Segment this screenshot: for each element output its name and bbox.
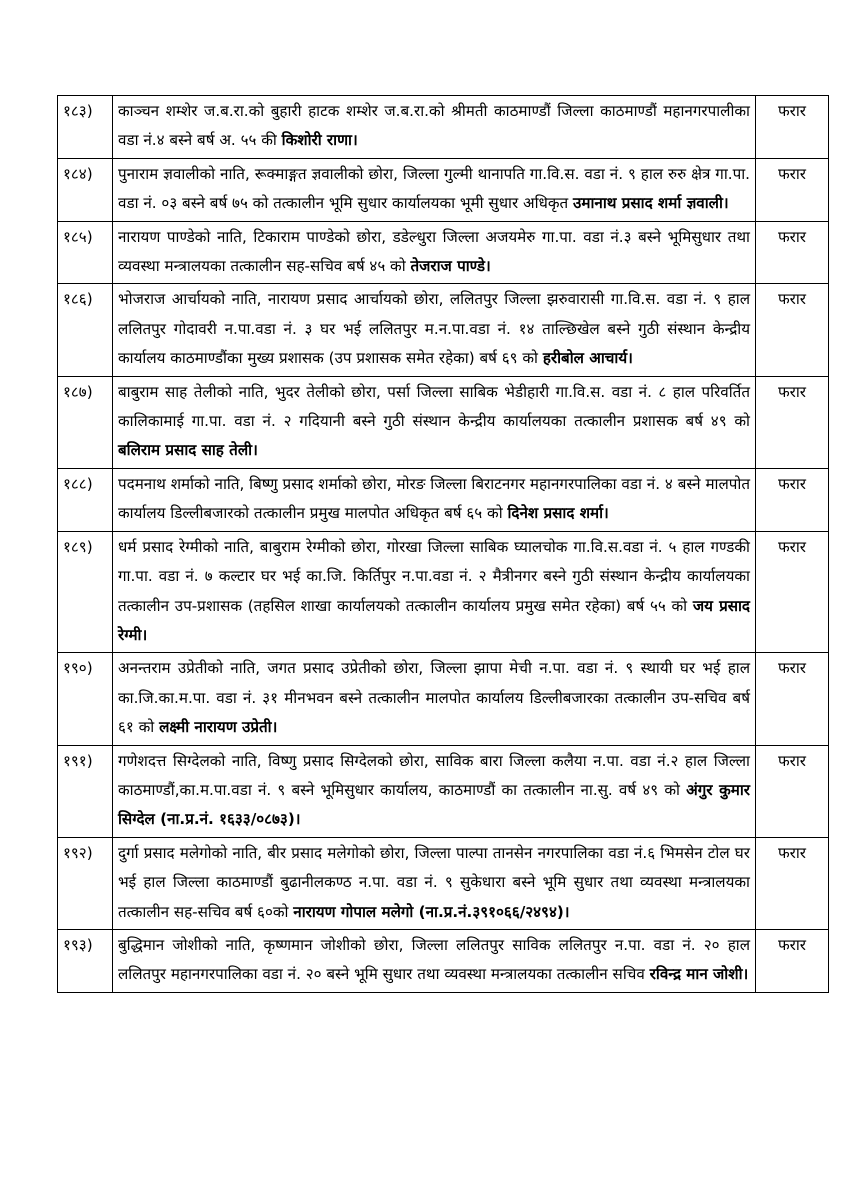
- record-status: फरार: [756, 376, 829, 468]
- record-suffix: ।: [563, 902, 570, 921]
- record-number: १८८): [58, 468, 113, 531]
- record-text: दुर्गा प्रसाद मलेगोको नाति, बीर प्रसाद मलेगोको छोरा, जिल्ला पाल्पा तानसेन नगरपालिका वडा नं.६ भिमसेन टोल घर भई हाल जिल्ला काठमाण्डौं बुढानीलकण्ठ न.पा. वडा नं. ९ सुकेधारा बस्ने भूमि सुधार तथा व्यवस्था मन्त्रालयका तत्कालीन सह-सचिव बर्ष ६०को: [118, 843, 750, 921]
- record-person-name: नारायण गोपाल मलेगो (ना.प्र.नं.३९१०६६/२४९४): [293, 902, 564, 921]
- record-text: पुनाराम ज्ञवालीको नाति, रूक्माङ्गत ज्ञवालीको छोरा, जिल्ला गुल्मी थानापति गा.वि.स. वडा नं. ९ हाल रुरु क्षेत्र गा.पा. वडा नं. ०३ बस्ने बर्ष ७५ को तत्कालीन भूमि सुधार कार्यालयका भूमी सुधार अधिकृत: [118, 164, 750, 213]
- records-body: [58, 96, 829, 993]
- record-suffix: ।: [722, 194, 729, 213]
- record-suffix: ।: [252, 441, 258, 460]
- record-description: [113, 929, 756, 992]
- record-person-name: दिनेश प्रसाद शर्मा: [507, 504, 604, 523]
- record-text: धर्म प्रसाद रेग्मीको नाति, बाबुराम रेग्मीको छोरा, गोरखा जिल्ला साबिक घ्यालचोक गा.वि.स.वडा नं. ५ हाल गण्डकी गा.पा. वडा नं. ७ कल्टार घर भई का.जि. किर्तिपुर न.पा.वडा नं. २ मैत्रीनगर बस्ने गुठी संस्थान केन्द्रीय कार्यालयका तत्कालीन उप-प्रशासक (तहसिल शाखा कार्यालयको तत्कालीन कार्यालय प्रमुख समेत रहेका) बर्ष ५५ को: [118, 537, 750, 615]
- record-suffix: ।: [627, 349, 633, 368]
- record-number: १८५): [58, 221, 113, 284]
- record-status: फरार: [756, 837, 829, 929]
- record-number: १८६): [58, 284, 113, 376]
- record-person-name: उमानाथ प्रसाद शर्मा ज्ञवाली: [573, 194, 723, 213]
- record-status: फरार: [756, 468, 829, 531]
- record-description: [113, 96, 756, 159]
- table-row: [58, 221, 829, 284]
- record-text: गणेशदत्त सिग्देलको नाति, विष्णु प्रसाद सिग्देलको छोरा, साविक बारा जिल्ला कलैया न.पा. वडा नं.२ हाल जिल्ला काठमाण्डौं,का.म.पा.वडा नं. ९ बस्ने भूमिसुधार कार्यालय, काठमाण्डौं का तत्कालीन ना.सु. वर्ष ४९ को: [118, 751, 750, 799]
- record-number: १८९): [58, 531, 113, 653]
- record-description: [113, 221, 756, 284]
- table-row: [58, 158, 829, 221]
- records-table: [57, 95, 829, 993]
- record-status: फरार: [756, 745, 829, 837]
- record-status: फरार: [756, 531, 829, 653]
- record-suffix: ।: [271, 718, 278, 737]
- record-number: १८४): [58, 158, 113, 221]
- record-description: [113, 376, 756, 468]
- table-row: [58, 284, 829, 376]
- record-person-name: जय प्रसाद रेग्मी: [118, 596, 750, 644]
- record-person-name: लक्ष्मी नारायण उप्रेती: [159, 718, 272, 737]
- record-person-name: रविन्द्र मान जोशी: [649, 965, 743, 984]
- record-status: फरार: [756, 653, 829, 745]
- record-status: फरार: [756, 221, 829, 284]
- record-description: [113, 745, 756, 837]
- table-row: [58, 653, 829, 745]
- record-status: फरार: [756, 96, 829, 159]
- record-status: फरार: [756, 284, 829, 376]
- record-number: १९३): [58, 929, 113, 992]
- record-text: बाबुराम साह तेलीको नाति, भुदर तेलीको छोरा, पर्सा जिल्ला साबिक भेडीहारी गा.वि.स. वडा नं. ८ हाल परिवर्तित कालिकामाई गा.पा. वडा नं. २ गदियानी बस्ने गुठी संस्थान केन्द्रीय कार्यालयका तत्कालीन प्रशासक बर्ष ४९ को: [118, 382, 750, 431]
- table-row: [58, 531, 829, 653]
- record-description: [113, 653, 756, 745]
- record-person-name: बलिराम प्रसाद साह तेली: [118, 441, 253, 460]
- record-suffix: ।: [485, 257, 491, 276]
- record-person-name: किशोरी राणा: [281, 131, 352, 150]
- record-status: फरार: [756, 929, 829, 992]
- record-text: अनन्तराम उप्रेतीको नाति, जगत प्रसाद उप्रेतीको छोरा, जिल्ला झापा मेची न.पा. वडा नं. ९ स्थायी घर भई हाल का.जि.का.म.पा. वडा नं. ३१ मीनभवन बस्ने तत्कालीन मालपोत कार्यालय डिल्लीबजारका तत्कालीन उप-सचिव बर्ष ६१ को: [118, 659, 750, 737]
- record-person-name: तेजराज पाण्डे: [410, 257, 486, 276]
- record-number: १८७): [58, 376, 113, 468]
- record-text: पदमनाथ शर्माको नाति, बिष्णु प्रसाद शर्माको छोरा, मोरङ जिल्ला बिराटनगर महानगरपालिका वडा नं. ४ बस्ने मालपोत कार्यालय डिल्लीबजारको तत्कालीन प्रमुख मालपोत अधिकृत बर्ष ६५ को: [118, 474, 750, 523]
- record-number: १९१): [58, 745, 113, 837]
- record-description: [113, 468, 756, 531]
- record-suffix: ।: [742, 965, 749, 984]
- record-suffix: ।: [141, 625, 148, 644]
- record-suffix: ।: [352, 131, 358, 150]
- record-number: १८३): [58, 96, 113, 159]
- record-description: [113, 837, 756, 929]
- table-row: [58, 929, 829, 992]
- record-number: १९२): [58, 837, 113, 929]
- table-row: [58, 96, 829, 159]
- record-status: फरार: [756, 158, 829, 221]
- table-row: [58, 837, 829, 929]
- table-row: [58, 745, 829, 837]
- record-description: [113, 158, 756, 221]
- record-description: [113, 531, 756, 653]
- record-person-name: हरीबोल आचार्य: [542, 349, 628, 368]
- table-row: [58, 468, 829, 531]
- record-text: भोजराज आर्चायको नाति, नारायण प्रसाद आर्चायको छोरा, ललितपुर जिल्ला झरुवारासी गा.वि.स. वडा नं. ९ हाल ललितपुर गोदावरी न.पा.वडा नं. ३ घर भई ललितपुर म.न.पा.वडा नं. १४ ताल्छिखेल बस्ने गुठी संस्थान केन्द्रीय कार्यालय काठमाण्डौंका मुख्य प्रशासक (उप प्रशासक समेत रहेका) बर्ष ६९ को: [118, 290, 750, 368]
- record-description: [113, 284, 756, 376]
- record-suffix: ।: [603, 504, 609, 523]
- record-text: काञ्चन शम्शेर ज.ब.रा.को बुहारी हाटक शम्शेर ज.ब.रा.को श्रीमती काठमाण्डौं जिल्ला काठमाण्डौं महानगरपालीका वडा नं.४ बस्ने बर्ष अ. ५५ की: [118, 102, 750, 150]
- record-person-name: अंगुर कुमार सिग्देल: [118, 780, 750, 829]
- record-suffix: (ना.प्र.नं. १६३३/०८७३)।: [154, 810, 301, 829]
- record-text: नारायण पाण्डेको नाति, टिकाराम पाण्डेको छोरा, डडेल्धुरा जिल्ला अजयमेरु गा.पा. वडा नं.३ बस्ने भूमिसुधार तथा व्यवस्था मन्त्रालयका तत्कालीन सह-सचिव बर्ष ४५ को: [118, 227, 750, 276]
- record-text: बुद्धिमान जोशीको नाति, कृष्णमान जोशीको छोरा, जिल्ला ललितपुर साविक ललितपुर न.पा. वडा नं. २० हाल ललितपुर महानगरपालिका वडा नं. २० बस्ने भूमि सुधार तथा व्यवस्था मन्त्रालयका तत्कालीन सचिव: [118, 935, 750, 984]
- table-row: [58, 376, 829, 468]
- record-number: १९०): [58, 653, 113, 745]
